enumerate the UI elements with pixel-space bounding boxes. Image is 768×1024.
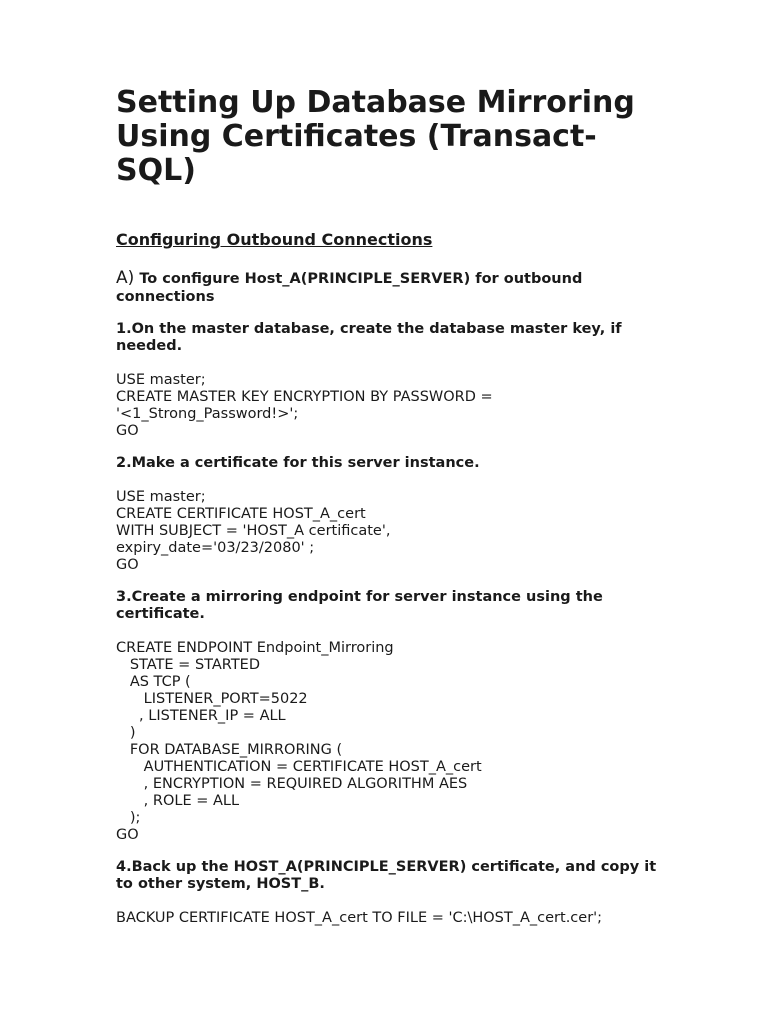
code-line: AS TCP ( xyxy=(116,674,191,690)
step-heading-4: 4.Back up the HOST_A(PRINCIPLE_SERVER) certificate, and copy it to other system, HOST_B. xyxy=(116,859,657,892)
code-line: ) xyxy=(116,725,136,741)
document-page xyxy=(116,86,676,927)
code-line: AUTHENTICATION = CERTIFICATE HOST_A_cert xyxy=(116,759,482,775)
code-block-4 xyxy=(116,910,676,927)
code-block-2 xyxy=(116,489,676,574)
code-line: WITH SUBJECT = 'HOST_A certificate', xyxy=(116,523,391,539)
code-line: , ENCRYPTION = REQUIRED ALGORITHM AES xyxy=(116,776,468,792)
code-line: ); xyxy=(116,810,141,826)
code-line: GO xyxy=(116,557,139,573)
code-line: FOR DATABASE_MIRRORING ( xyxy=(116,742,343,758)
code-block-1 xyxy=(116,372,676,440)
code-line: '<1_Strong_Password!>'; xyxy=(116,406,299,422)
code-line: LISTENER_PORT=5022 xyxy=(116,691,308,707)
code-line: CREATE ENDPOINT Endpoint_Mirroring xyxy=(116,640,394,656)
code-line: CREATE MASTER KEY ENCRYPTION BY PASSWORD = xyxy=(116,389,493,405)
code-line: CREATE CERTIFICATE HOST_A_cert xyxy=(116,506,366,522)
step-heading-3: 3.Create a mirroring endpoint for server instance using the certificate. xyxy=(116,589,603,622)
code-line: , ROLE = ALL xyxy=(116,793,240,809)
code-line: USE master; xyxy=(116,489,206,505)
code-line: STATE = STARTED xyxy=(116,657,261,673)
section-heading: Configuring Outbound Connections xyxy=(116,230,433,249)
step-heading-2: 2.Make a certificate for this server instance. xyxy=(116,455,480,471)
subsection-letter: A) xyxy=(116,268,135,288)
code-block-3 xyxy=(116,640,676,844)
subsection-text: To configure Host_A(PRINCIPLE_SERVER) for outbound connections xyxy=(116,271,583,305)
page-title: Setting Up Database Mirroring Using Certificates (Transact-SQL) xyxy=(116,85,635,188)
subsection-heading xyxy=(116,269,676,306)
code-line: USE master; xyxy=(116,372,206,388)
code-line: , LISTENER_IP = ALL xyxy=(116,708,286,724)
code-line: GO xyxy=(116,827,139,843)
code-line: expiry_date='03/23/2080' ; xyxy=(116,540,315,556)
code-line: BACKUP CERTIFICATE HOST_A_cert TO FILE = 'C:\HOST_A_cert.cer'; xyxy=(116,910,603,926)
code-line: GO xyxy=(116,423,139,439)
step-heading-1: 1.On the master database, create the database master key, if needed. xyxy=(116,321,622,354)
